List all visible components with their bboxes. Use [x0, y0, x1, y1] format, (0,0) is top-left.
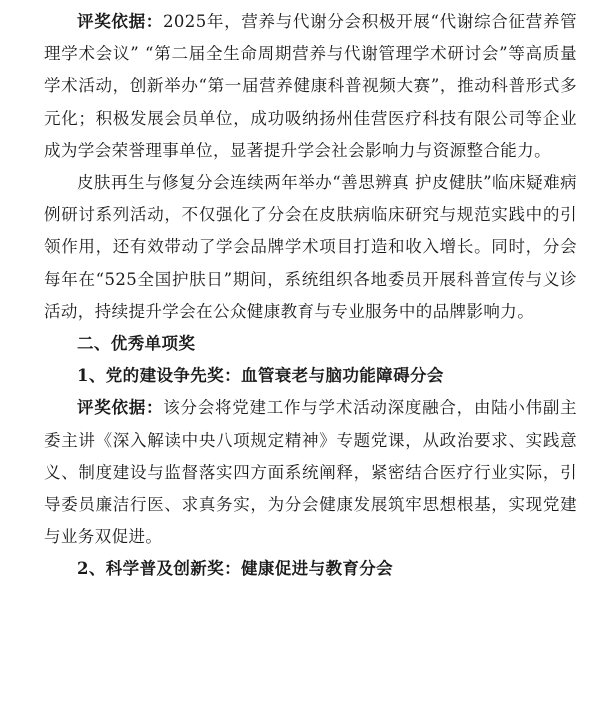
paragraph-skin-regeneration: 皮肤再生与修复分会连续两年举办“善思辨真 护皮健肤”临床疑难病例研讨系列活动，不仅强化了分会在皮肤病临床研究与规范实践中的引领作用，还有效带动了学会品牌学术项目打造和收入增长。同时，分会每年在“525全国护肤日”期间，系统组织各地委员开展科普宣传与义诊活动，持续提升学会在公众健康教育与专业服务中的品牌影响力。 [44, 173, 577, 321]
section-heading-excellent-awards: 二、优秀单项奖 [77, 334, 196, 354]
basis-text: 该分会将党建工作与学术活动深度融合，由陆小伟副主委主讲《深入解读中央八项规定精神》专题党课，从政治要求、实践意义、制度建设与监督落实四方面系统阐释，紧密结合医疗行业实际，引导委员廉洁行医、求真务实，为分会健康发展筑牢思想根基，实现党建与业务双促进。 [44, 398, 578, 547]
award-title-science-popularization: 2、科学普及创新奖：健康促进与教育分会 [77, 559, 394, 579]
paragraph-party-building-basis [44, 392, 577, 553]
award-title-party-building: 1、党的建设争先奖：血管衰老与脑功能障碍分会 [77, 366, 444, 386]
basis-label: 评奖依据： [77, 398, 164, 418]
basis-label: 评奖依据： [77, 12, 164, 31]
paragraph-nutrition-metabolism [44, 6, 577, 167]
basis-text: 2025年，营养与代谢分会积极开展“代谢综合征营养管理学术会议” “第二届全生命周期营养与代谢管理学术研讨会”等高质量学术活动，创新举办“第一届营养健康科普视频大赛”，推动科普形式多元化；积极发展会员单位，成功吸纳扬州佳营医疗科技有限公司等企业成为学会荣誉理事单位，显著提升学会社会影响力与资源整合能力。 [44, 12, 578, 160]
